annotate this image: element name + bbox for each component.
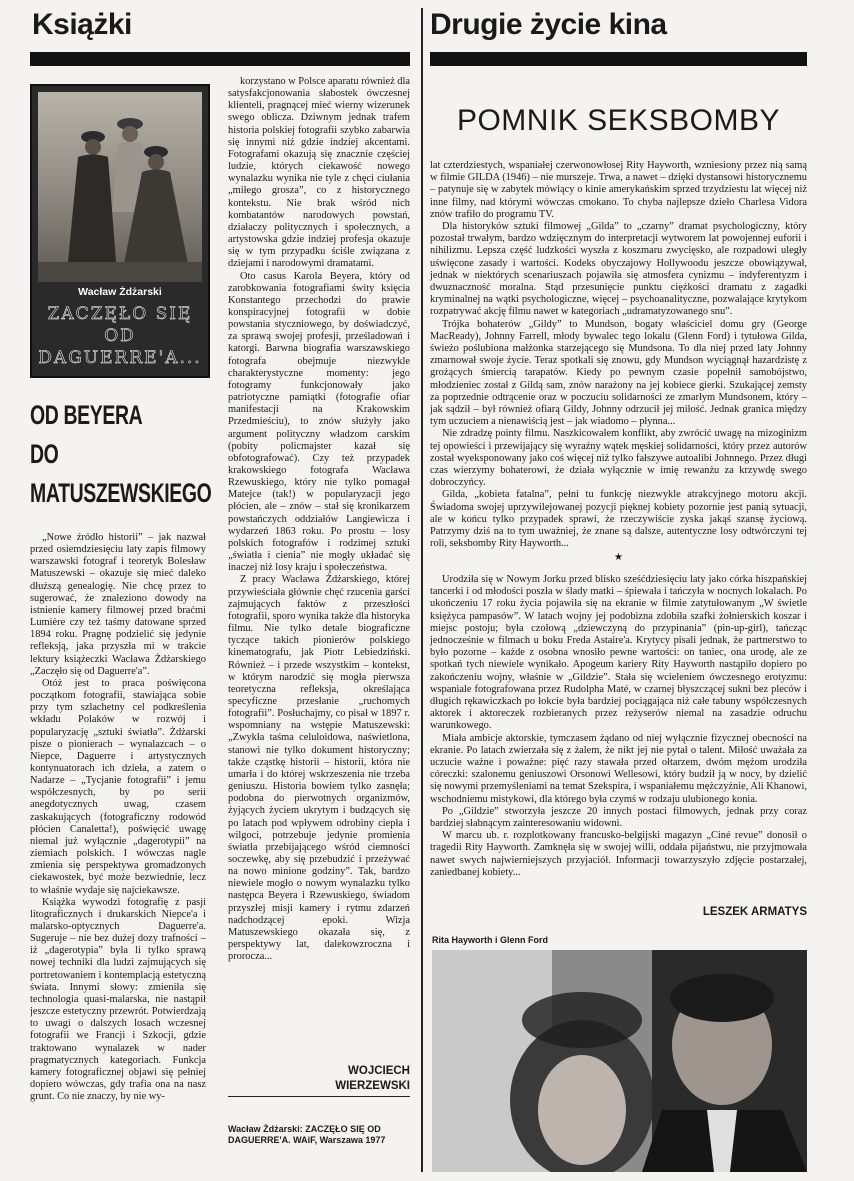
right-paragraph: Urodziła się w Nowym Jorku przed blisko sześćdziesięciu laty jako córka hiszpańskiej tancerki i od młodości poszła w ślady matki – śpiewała i tańczyła w nocnych lokalach. Po ukończeniu 17 roku życia pojawiła się na ekranie w filmie zatytułowanym „W świetle księżyca pampasów”. W latach wojny jej podobizna zdobiła szafki żołnierskich koszar i miejsc postoju; była czołową „dziewczyną do przypinania” (pin-up-girl), tańcząc jednocześnie w filmach u boku Freda Astaire'a. Krytycy pisali jednak, że partnerstwo to było pozorne – każde z osobna wnosiło pewne wartości: on taniec, ona urodę, ale ze spotkań tych niewiele wynikało. Apogeum kariery Rity Hayworth nastąpiło dopiero po zakończeniu wojny, właśnie w „Gildzie”. Stała się wcieleniem ówczesnego erotyzmu: wspaniale fotografowana przez Rudolpha Maté, w czarnej błyszczącej sukni bez pleców i długich rękawiczkach po łokcie była bardziej pociągająca niż całe tabuny współczesnych aktorek i aktoreczek rozbieranych przez reżyserów niemal na zasadzie odruchu warunkowego.	[430, 574, 807, 732]
right-paragraph: Trójka bohaterów „Gildy” to Mundson, bogaty właściciel domu gry (George MacReady), Johnny Farrell, młody bywalec tego lokalu (Glenn Ford) i tytułowa Gilda, świeżo poślubiona małżonka starzejącego się Mundsona. To dla niej przed laty Johnny zmarnował swoje życie. Teraz spotkali się znowu, gdy Mundson wyciągnął hazardzistę z grożących śmiercią tarapatów. Kiedy po pewnym czasie popełnił samobójstwo, młodzieniec został z Gildą sam, znów narażony na jej kobiece gierki. Szukającej zemsty za poprzednie odtrącenie oraz w poczuciu solidarności ze zmarłym Mundsonem, który – jak sądził – był również ofiarą Gildy, Johnny odrzucił jej miłość. Jednak granica między tym uczuciem a nienawiścią jest – jak wiadomo – płynna...	[430, 318, 807, 428]
right-paragraph: Nie zdradzę pointy filmu. Naszkicowałem konflikt, aby zwrócić uwagę na mizoginizm tej opowieści i przewijający się wyraźny wątek męskiej solidarności, który przez autorów został wyeksponowany jako coś więcej niż tylko fałszywe autoalibi Johnnego. Przez długi czas wierzymy bohaterowi, że działa wyłącznie w imię rewanżu za krzywdę swego dobroczyńcy.	[430, 428, 807, 489]
left-col2-paragraph: Z pracy Wacława Żdżarskiego, której przywieściała głównie chęć rzucenia garści zajmujących faktów z przeszłości fotografii, sporo wynika także dla historyka filmu. Nie tylko detale biograficzne tyczące takich pionierów polskiego kinematografu, jak Piotr Lebiedziński. Również – i przede wszystkim – kontekst, w którym narodzić się mogła pierwsza teoretyczna refleksja, określająca specyficzne przesłanie „ruchomych fotografii”. Posłuchajmy, co pisał w 1897 r. wspomniany na wstępie Matuszewski: „Zwykła taśma celuloidowa, naświetlona, stanowi nie tylko dokument historyczny; także cząstkę historii – historii, która nie umarła i do której wskrzeszenia nie trzeba geniuszu. Historia bowiem tylko zasnęła; podobna do pierwotnych organizmów, żyjących życiem ukrytym i budzących się po latach pod wpływem odrobiny ciepła i wilgoci, potrzebuje jedynie promienia światła przebijającego wśród ciemności soczewkę, aby się przebudzić i przeżywać na nowo minione godziny”. Tak, bardzo niewiele mogło o nowym wynalazku tylko następca Beyera i Rzewuskiego, świadom przyszłej misji kamery i rytmu zdarzeń nadchodzącej epoki. Wizja Matuszewskiego okazała się, z perspektywy lat, dalekowzroczna i prorocza...	[228, 574, 410, 963]
headline-line1: OD BEYERA	[30, 400, 143, 430]
movie-still-photo	[432, 950, 807, 1172]
cover-title-line1: ZACZĘŁO SIĘ	[47, 304, 193, 324]
star-separator: ★	[614, 552, 623, 563]
column-divider	[421, 8, 423, 1172]
left-col2-paragraph: Oto casus Karola Beyera, który od zarobkowania fotografiami świty księcia Konstantego przechodzi do prawie konspiracyjnej fotografii w dobie powstania styczniowego, by doświadczyć, za sprawą swojej profesji, prześladowań i katorgi. Barwna biografia warszawskiego fotografa obejmuje niezwykle charakterystyczne momenty: jego fotogramy funkcjonowały jako patriotyczne pamiątki (fotografie ofiar manifestacji na Krakowskim Przedmieściu), to znów służyły jako argument polityczny władzom carskim (pobity policmajster kazał się obfotografować). Czy też przypadek krakowskiego fotografa Wacława Rzewuskiego, który nie tylko pomagał Matejce (tak!) w popularyzacji jego płócien, ale – znów – stał się kronikarzem powstańczych oddziałów Langiewicza i wydarzeń 1863 roku. Po prostu – losy polskich fotografów i rodzimej sztuki „światła i cienia” nie mogły układać się inaczej niż losy kraju i społeczeństwa.	[228, 270, 410, 574]
right-paragraph: Gilda, „kobieta fatalna”, pełni tu funkcję niezwykle atrakcyjnego motoru akcji. Świadoma swojej uprzywilejowanej pozycji pięknej kobiety pozornie jest panią sytuacji, ale w końcu tylko przypadek sprawi, że rzeczywiście zyska jakąś szansę życiową. Patrzymy dziś na to tym uważniej, że znane są dalsze, autentyczne losy odtwórczyni tej roli, seksbomby Rity Hayworth...	[430, 489, 807, 550]
cover-title-line3: DAGUERRE'A...	[38, 348, 202, 368]
cover-photo	[38, 92, 202, 282]
cover-figures-illustration	[38, 92, 202, 282]
cover-author: Wacław Żdżarski	[78, 286, 162, 298]
bib-rule	[228, 1096, 410, 1097]
right-article-part1	[430, 160, 807, 551]
right-byline: LESZEK ARMATYS	[702, 906, 807, 918]
right-headline: POMNIK SEKSBOMBY	[456, 104, 781, 137]
left-byline	[228, 1064, 410, 1094]
left-col1-paragraph: „Nowe źródło historii” – jak nazwał przed osiemdziesięciu laty zapis filmowy warszawski fotograf i teoretyk Bolesław Matuszewski – okazuje się mieć daleko dłuższą genealogię. Nie chcę przez to sugerować, że znaleziono dowody na istnienie kamery filmowej przed braćmi Lumière czy też taśmy datowane sprzed 1894 roku. Pragnę podzielić się jedynie refleksją, jaka przyszła mi w trakcie lektury książeczki Wacława Żdżarskiego „Zaczęło się od Daguerre'a”.	[30, 532, 206, 677]
right-paragraph: Miała ambicje aktorskie, tymczasem żądano od niej wyłącznie fizycznej obecności na ekranie. Po latach zwierzała się z żalem, że nikt jej nie pytał o talent. Miłość uważała za uczucie ważne i poważne: pięć razy stawała przed ołtarzem, dwóm mężom urodziła córeczki: szalonemu geniuszowi Orsonowi Wellesowi, który budził ją w nocy, by dzielić się nowymi przemyśleniami na temat Szekspira, i wspaniałemu mężczyźnie, Ali Khanowi, wschodniemu mistykowi, dla którego była czymś w rodzaju ulubionego konia.	[430, 732, 807, 805]
right-article-part2	[430, 574, 807, 879]
section-title-ksiazki: Książki	[32, 8, 132, 41]
right-paragraph: lat czterdziestych, wspaniałej czerwonowłosej Rity Hayworth, wzniesiony przez nią samą w filmie GILDA (1946) – nie murszeje. Trwa, a nawet – dzięki dystansowi historycznemu – patynuje się w zabytek mówiący o kinie amerykańskim sprzed trzydziestu lat więcej niż inne filmy, nad którymi wówczas cmokano. To chyba najlepsze dzieło Charlesa Vidora znów trafiło do programu TV.	[430, 160, 807, 220]
left-byline-line1: WOJCIECH	[348, 1065, 410, 1077]
right-paragraph: W marcu ub. r. rozplotkowany francusko-belgijski magazyn „Ciné revue” donosił o tragedii Rity Hayworth. Zamknęła się w swojej willi, oddała pijaństwu, nie przyjmowała nawet swych najwierniejszych przyjaciół. Informacji towarzyszyło zdjęcie postarzałej, zaniedbanej kobiety...	[430, 830, 807, 878]
left-col1-paragraph: Książka wywodzi fotografię z pasji litograficznych i drukarskich Niepce'a i malarsko-optycznych Daguerre'a. Sugeruje – nie bez dużej dozy trafności – iż „dagerotypia” była li tylko sprawą nowej techniki dla ludzi zajmujących się portretowaniem i kontemplacją estetyczną świata. Innymi słowy: zmieniła się technologia quasi-malarska, nie nastąpił jeszcze estetyczny przewrót. Potwierdzają to uwagi o dalszych losach wczesnej fotografii we Francji i Szkocji, gdzie traktowano wynalazek w nader pragmatycznych kategoriach. Funkcja kamery fotograficznej objawi się pełniej dopiero wówczas, gdy trafia ona na nasz grunt. Co nie znaczy, by nie wy-	[30, 896, 206, 1103]
section-title-drugie-zycie-kina: Drugie życie kina	[430, 8, 667, 41]
cover-title-line2: OD	[104, 326, 136, 346]
photo-caption: Rita Hayworth i Glenn Ford	[432, 935, 549, 945]
right-paragraph: Dla historyków sztuki filmowej „Gilda” to „czarny” dramat psychologiczny, który pozostał trwałym, bardzo wdzięcznym do interpretacji wytworem lat powojennej euforii i nihilizmu. Lepsza część ludzkości wyszła z koszmaru zwycięsko, ale rozpadowi uległy uświęcone zasady i wartości. Kodeks obyczajowy Hollywoodu jeszcze obowiązywał, jednak w niektórych scenariuszach pojawiła się atmosfera cynizmu – indyferentyzm i dwuznaczność moralna. Stąd przesunięcie punktu ciężkości dramatu z zagadki kryminalnej na wątki psychologiczne, więcej – psychoanalityczne, pozwalające krytykom rozpatrywać akcję filmu nawet w kategoriach „udramatyzowanego snu”.	[430, 221, 807, 318]
headline-line3: MATUSZEWSKIEGO	[30, 478, 212, 508]
book-cover	[30, 84, 210, 378]
right-paragraph: Po „Gildzie” stworzyła jeszcze 20 innych postaci filmowych, jednak przy coraz bardziej słabnącym zainteresowaniu widowni.	[430, 805, 807, 830]
bib-note: Wacław Żdżarski: ZACZĘŁO SIĘ OD DAGUERRE'A. WAiF, Warszawa 1977	[228, 1124, 386, 1145]
left-col1-text	[30, 532, 206, 1147]
left-col2-text	[228, 76, 410, 1081]
section-bar-left	[30, 52, 410, 66]
left-col2-paragraph: korzystano w Polsce aparatu również dla satysfakcjonowania słabostek ówczesnej klienteli, pragnącej mieć wierny wizerunek swego oblicza. Dziwnym jednak trafem historia polskiej fotografii szybko zabarwia się innymi niż gdzie indziej akcentami. Fotografami okazują się znacznie częściej ludzie, których ciekawość nowego wynalazku wynika nie tyle z chęci ciułania „miłego grosza”, co z historycznego kontekstu. Nie brak wśród nich kombatantów narodowych powstań, działaczy politycznych i społecznych, a artystowska gdzie indziej profesja okazuje się w tym przypadku ściśle związana z dziejami i narodowymi dramatami.	[228, 76, 410, 270]
left-col1-paragraph: Otóż jest to praca poświęcona początkom fotografii, stawiająca sobie przy tym szlachetny cel podkreślenia wkładu Polaków w rozwój i popularyzację „sztuki światła”. Żdżarski pisze o pionierach – wynalazcach – o Niepce, Daguerre i artystycznych kontynuatorach ich dzieła, a zatem o Nadarze – „Tycjanie fotografii” i jemu współczesnych, by po serii anegdotycznych uwag, czasem zaskakujących (fotograficzny rodowód płócien Canaletta!), poświęcić uwagę niemal już wyłącznie „dagerotypii” na ziemiach polskich. I wówczas nagle zmienia się perspektywa gromadzonych ciekawostek, być może bezwiednie, lecz to właśnie wydaje się najciekawsze.	[30, 677, 206, 896]
headline-line2: DO	[30, 439, 59, 469]
movie-still-illustration	[432, 950, 807, 1172]
section-bar-right	[430, 52, 807, 66]
left-byline-line2: WIERZEWSKI	[335, 1080, 410, 1092]
